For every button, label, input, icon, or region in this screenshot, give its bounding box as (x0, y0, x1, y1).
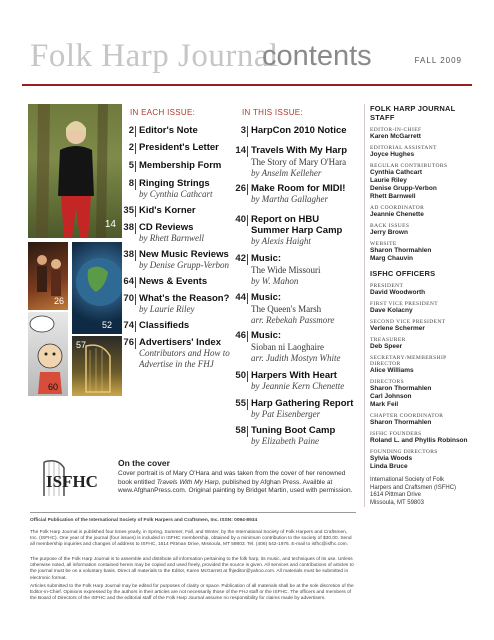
toc-page-number: 2 (128, 125, 134, 136)
toc-title: What's the Reason? (139, 293, 230, 304)
toc-page-number: 58 (235, 425, 246, 436)
toc-byline: by Cynthia Cathcart (139, 189, 213, 199)
toc-title: President's Letter (139, 142, 219, 153)
toc-page-number: 76 (123, 337, 134, 348)
address-line: International Society of Folk (370, 477, 445, 483)
toc-title: New Music Reviews (139, 249, 229, 260)
society-address (370, 477, 476, 507)
photo-midi-performers (28, 242, 68, 310)
toc-title-continued: Summer Harp Camp (251, 225, 343, 236)
staff-member-name: Deb Speer (370, 343, 403, 350)
officers-heading: ISFHC OFFICERS (370, 269, 436, 278)
staff-member-name: David Woodworth (370, 289, 426, 296)
staff-member-name: Karen McGarrett (370, 133, 421, 140)
address-line: 1614 Pittman Drive (370, 492, 422, 498)
staff-role-label: ISFHC FOUNDERS (370, 431, 422, 437)
staff-member-name: Jerry Brown (370, 229, 408, 236)
toc-byline: by Rhett Barnwell (139, 233, 204, 243)
staff-member-name: Sharon Thormahlen (370, 385, 432, 392)
toc-title: News & Events (139, 276, 208, 287)
toc-byline: by Martha Gallagher (251, 194, 328, 204)
toc-subtitle: The Wide Missouri (251, 265, 321, 275)
toc-title: Music: (251, 292, 282, 303)
toc-title: HarpCon 2010 Notice (251, 125, 347, 136)
toc-title: Classifieds (139, 320, 190, 331)
toc-byline-continued: Advertise in the FHJ (139, 359, 214, 369)
toc-byline: by Jeannie Kern Chenette (251, 381, 345, 391)
toc-title: Travels With My Harp (251, 145, 347, 156)
toc-title: Harpers With Heart (251, 370, 337, 381)
toc-page-number: 44 (235, 292, 246, 303)
footer-paragraph-purpose: The purpose of the Folk Harp Journal is to assemble and distribute all information pertaining to the folk harp, its music, and techniques of its use. Unless otherwise noted, all information contained herein may be copied and used freely, provided the source is given. All services and contributions of articles to the journal must be on a voluntary basis. Direct all materials to the Editor, Karen McGarrett at fhjeditor@yahoo.com. All materials must be submitted in electronic format. (30, 557, 354, 581)
toc-page-number: 70 (123, 293, 134, 304)
toc-page-number: 42 (235, 253, 246, 264)
staff-member-name: Alice Williams (370, 367, 414, 374)
toc-byline: by Pat Eisenberger (251, 409, 321, 419)
toc-title: Editor's Note (139, 125, 198, 136)
in-each-issue-heading: IN EACH ISSUE: (130, 108, 196, 117)
staff-heading: FOLK HARP JOURNAL STAFF (370, 104, 456, 122)
toc-title: Membership Form (139, 160, 222, 171)
issue-label: FALL 2009 (414, 56, 462, 65)
toc-title: Report on HBU (251, 214, 320, 225)
cover-caption-part-2: published by Afghan Press. Availble at www.AfghanPress.com. Original painting by Bridget Martin, used with permission. (118, 478, 353, 494)
toc-byline: by Alexis Haight (251, 236, 311, 246)
staff-role-label: EDITOR-IN-CHIEF (370, 127, 422, 133)
photo-page-52: 52 (102, 320, 113, 330)
toc-title: CD Reviews (139, 222, 194, 233)
staff-member-name: Denise Grupp-Verbon (370, 185, 437, 192)
staff-member-name: Cynthia Cathcart (370, 169, 423, 176)
staff-role-label: FOUNDING DIRECTORS (370, 449, 438, 455)
cover-caption-book-title: Travels With My Harp, (156, 478, 221, 486)
staff-role-label: SECRETARY/MEMBERSHIP DIRECTOR (370, 355, 447, 367)
on-the-cover-text (118, 470, 356, 496)
photo-cartoon (28, 312, 68, 396)
toc-byline: by Denise Grupp-Verbon (139, 260, 229, 270)
toc-title: Tuning Boot Camp (251, 425, 336, 436)
toc-page-number: 2 (128, 142, 134, 153)
masthead (22, 36, 472, 82)
toc-title: Harp Gathering Report (251, 398, 354, 409)
staff-member-name: Sylvia Woods (370, 455, 413, 462)
footer-paragraph-publishing: The Folk Harp Journal is published four times yearly, in Spring, Summer, Fall, and Winter, by the International Society of Folk Harpers and Craftsmen, Inc. (ISFHC). One year of the journal (four issues) is included in ISFHC membership, obtained by a minimum contribution to the society of $30.00. Send all membership inquiries and changes of address to ISFHC, 1614 Pittman Drive, Missoula, MT 59803. Tel. (406) 542-1976. E-mail to isfhc@isfhc.com. (30, 530, 352, 548)
toc-byline: Contributors and How to (139, 348, 230, 358)
photo-page-57: 57 (76, 340, 87, 350)
toc-page-number: 40 (235, 214, 246, 225)
toc-title: Advertisers' Index (139, 337, 221, 348)
toc-title: Music: (251, 253, 282, 264)
toc-page-number: 8 (128, 178, 134, 189)
staff-role-label: BACK ISSUES (370, 223, 410, 229)
staff-roles-list (370, 127, 476, 263)
toc-subtitle: Sioban ni Laoghaire (251, 342, 324, 352)
toc-title: Kid's Korner (139, 205, 196, 216)
photo-page-60: 60 (48, 382, 59, 392)
journal-title: Folk Harp Journal (30, 38, 279, 74)
toc-page-number: 14 (235, 145, 246, 156)
officers-list (370, 283, 476, 471)
toc-page-number: 3 (240, 125, 246, 136)
staff-role-label: EDITORIAL ASSISTANT (370, 145, 437, 151)
address-line: Harpers and Craftsmen (ISFHC) (370, 484, 457, 491)
staff-sidebar (364, 104, 476, 507)
toc-page-number: 5 (128, 160, 134, 171)
staff-role-label: REGULAR CONTRIBUTORS (370, 163, 448, 169)
toc-page-number: 35 (123, 205, 134, 216)
photo-page-26: 26 (54, 296, 65, 306)
toc-subtitle: The Story of Mary O'Hara (251, 157, 347, 167)
toc-byline: by Anselm Kelleher (251, 168, 322, 178)
footer-publication-line: Official Publication of the International Society of Folk Harpers and Craftsmen, Inc. ISSN: 0094-8934 (30, 518, 258, 523)
toc-title: Make Room for MIDI! (251, 183, 346, 194)
staff-member-name: Marg Chauvin (370, 255, 413, 262)
staff-role-label: WEBSITE (370, 241, 397, 247)
staff-role-label: CHAPTER COORDINATOR (370, 413, 444, 419)
toc-page-number: 55 (235, 398, 246, 409)
toc-page-number: 46 (235, 330, 246, 341)
toc-page-number: 38 (123, 222, 134, 233)
staff-role-label: TREASURER (370, 337, 406, 343)
toc-title: Music: (251, 330, 282, 341)
toc-subtitle: The Queen's Marsh (251, 304, 322, 314)
staff-member-name: Verlene Schermer (370, 325, 425, 332)
in-this-issue-heading: IN THIS ISSUE: (242, 108, 303, 117)
isfhc-logo-text: ISFHC (46, 472, 98, 491)
footer-rule (30, 512, 356, 513)
staff-role-label: DIRECTORS (370, 379, 405, 385)
photo-page-14: 14 (104, 219, 116, 230)
staff-member-name: Laurie Riley (370, 177, 407, 184)
cover-caption-part-1: Cover portrait is of Mary O'Hara and was taken from the cover of her renowned book entitled (118, 470, 346, 486)
staff-role-label: AD COORDINATOR (370, 205, 425, 211)
staff-member-name: Carl Johnson (370, 393, 412, 400)
staff-member-name: Sharon Thormahlen (370, 247, 432, 254)
toc-page-number: 38 (123, 249, 134, 260)
staff-member-name: Dave Kolacny (370, 307, 413, 314)
toc-byline: by Elizabeth Paine (251, 436, 319, 446)
staff-member-name: Linda Bruce (370, 463, 408, 470)
on-the-cover-heading: On the cover (118, 458, 170, 468)
isfhc-logo (34, 456, 98, 500)
toc-page-number: 74 (123, 320, 134, 331)
toc-title: Ringing Strings (139, 178, 210, 189)
staff-role-label: FIRST VICE PRESIDENT (370, 301, 439, 307)
staff-member-name: Roland L. and Phyllis Robinson (370, 437, 468, 444)
contents-heading: contents (262, 40, 372, 72)
toc-byline: arr. Rebekah Passmore (251, 315, 335, 325)
toc-byline: by Laurie Riley (139, 304, 195, 314)
toc-page-number: 26 (235, 183, 246, 194)
staff-member-name: Mark Feil (370, 401, 399, 408)
toc-page-number: 50 (235, 370, 246, 381)
staff-member-name: Jeannie Chenette (370, 211, 424, 218)
toc-page-number: 64 (123, 276, 134, 287)
staff-member-name: Joyce Hughes (370, 151, 415, 158)
toc-byline: arr. Judith Mostyn White (251, 353, 341, 363)
staff-member-name: Rhett Barnwell (370, 193, 416, 200)
address-line: Missoula, MT 59803 (370, 499, 424, 506)
staff-role-label: PRESIDENT (370, 283, 404, 289)
footer-paragraph-articles: Articles submitted to the Folk Harp Journal may be edited for purposes of clarity or space. Publication of all materials shall be at the sole discretion of the Editor-in-Chief. Opinions expressed by the authors in their articles are not necessarily those of the FHJ staff or the ISFHC. The officers and members of the Board of Directors of the ISFHC and the editorial staff of the Folk Harp Journal assume no responsibility for claims made by advertisers. (30, 584, 354, 602)
toc-byline: by W. Mahon (251, 276, 299, 286)
staff-role-label: SECOND VICE PRESIDENT (370, 319, 446, 325)
masthead-rule (22, 84, 472, 86)
staff-member-name: Sharon Thormahlen (370, 419, 432, 426)
